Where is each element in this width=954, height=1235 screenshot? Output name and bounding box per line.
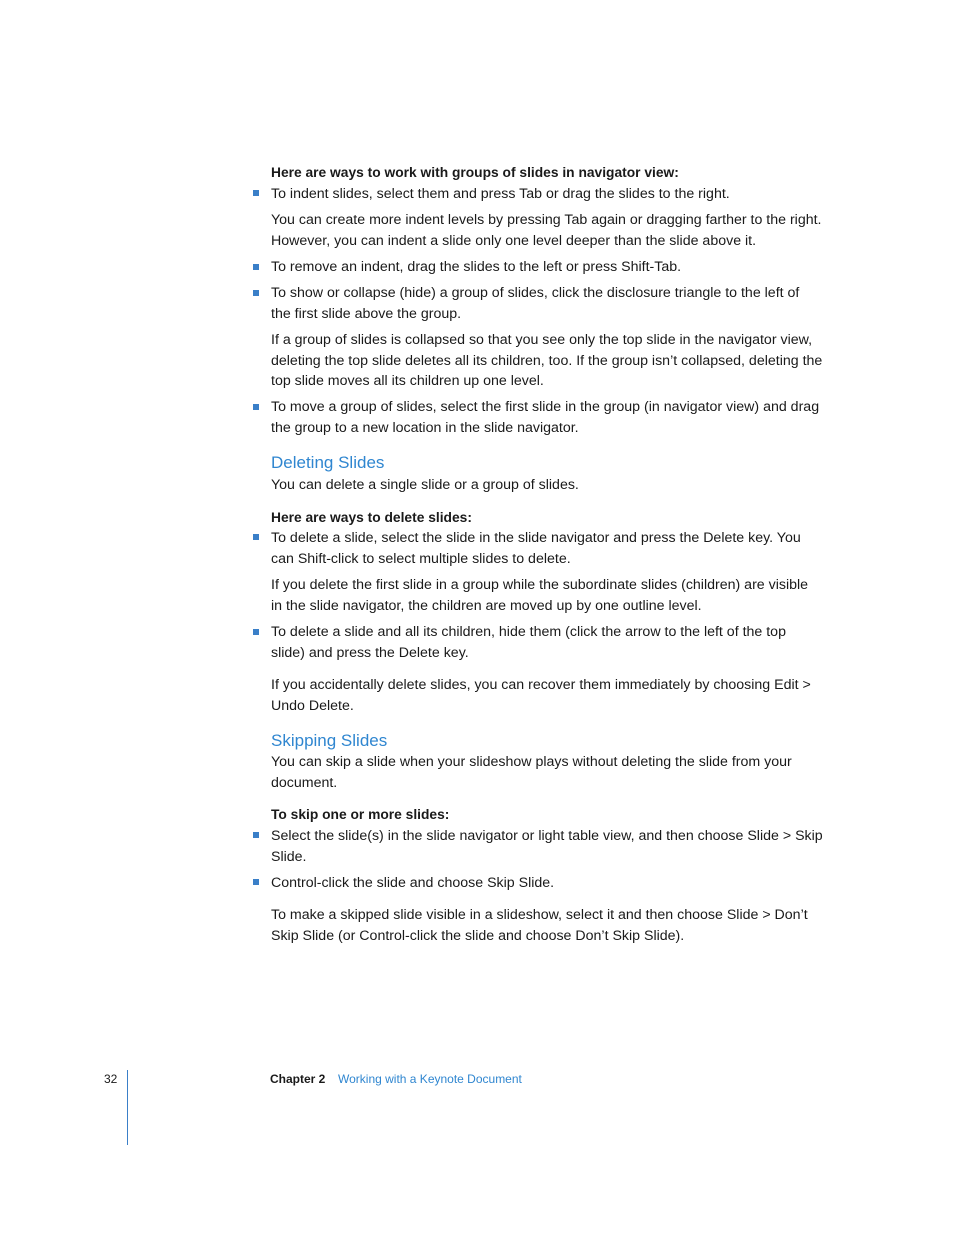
list-item: Select the slide(s) in the slide navigator or light table view, and then choose Slide > Skip Slide. [271, 828, 823, 865]
bullet-marker [253, 290, 259, 296]
section-heading-deleting: Deleting Slides [271, 453, 385, 472]
list-item: To remove an indent, drag the slides to the left or press Shift-Tab. [271, 259, 682, 275]
bullet-marker [253, 879, 259, 885]
footer-chapter-title: Working with a Keynote Document [338, 1072, 522, 1086]
note-paragraph: If you delete the first slide in a group while the subordinate slides (children) are visible in the slide navigator, the children are moved up by one outline level. [271, 577, 809, 614]
bullet-marker [253, 534, 259, 540]
closing-paragraph: If you accidentally delete slides, you can recover them immediately by choosing Edit > Undo Delete. [271, 677, 811, 714]
section-lead: You can delete a single slide or a group of slides. [271, 477, 579, 493]
footer-chapter: Chapter 2 [270, 1072, 326, 1086]
note-paragraph: You can create more indent levels by pressing Tab again or dragging farther to the right. However, you can indent a slide only one level deeper than the slide above it. [271, 212, 822, 249]
list-item: To show or collapse (hide) a group of slides, click the disclosure triangle to the left of the first slide above the group. [271, 285, 800, 322]
deleting-intro: Here are ways to delete slides: [271, 510, 472, 525]
page-number: 32 [104, 1072, 118, 1086]
closing-paragraph: To make a skipped slide visible in a slideshow, select it and then choose Slide > Don’t Skip Slide (or Control-click the slide and choose Don’t Skip Slide). [271, 907, 808, 944]
groups-intro: Here are ways to work with groups of slides in navigator view: [271, 165, 679, 180]
skipping-intro: To skip one or more slides: [271, 807, 450, 822]
section-lead: You can skip a slide when your slideshow plays without deleting the slide from your document. [271, 754, 792, 791]
bullet-marker [253, 404, 259, 410]
footer-divider [127, 1070, 128, 1145]
list-item: Control-click the slide and choose Skip Slide. [271, 875, 555, 891]
list-item: To delete a slide, select the slide in the slide navigator and press the Delete key. You can Shift-click to select multiple slides to delete. [271, 530, 801, 567]
bullet-marker [253, 264, 259, 270]
bullet-marker [253, 190, 259, 196]
list-item: To move a group of slides, select the first slide in the group (in navigator view) and drag the group to a new location in the slide navigator. [271, 399, 820, 436]
section-heading-skipping: Skipping Slides [271, 731, 388, 750]
note-paragraph: If a group of slides is collapsed so that you see only the top slide in the navigator view, deleting the top slide deletes all its children, too. If the group isn’t collapsed, deleting the top slide moves all its children up one level. [271, 332, 823, 389]
list-item: To indent slides, select them and press Tab or drag the slides to the right. [271, 186, 730, 202]
bullet-marker [253, 832, 259, 838]
list-item: To delete a slide and all its children, hide them (click the arrow to the left of the top slide) and press the Delete key. [271, 624, 786, 661]
bullet-marker [253, 629, 259, 635]
